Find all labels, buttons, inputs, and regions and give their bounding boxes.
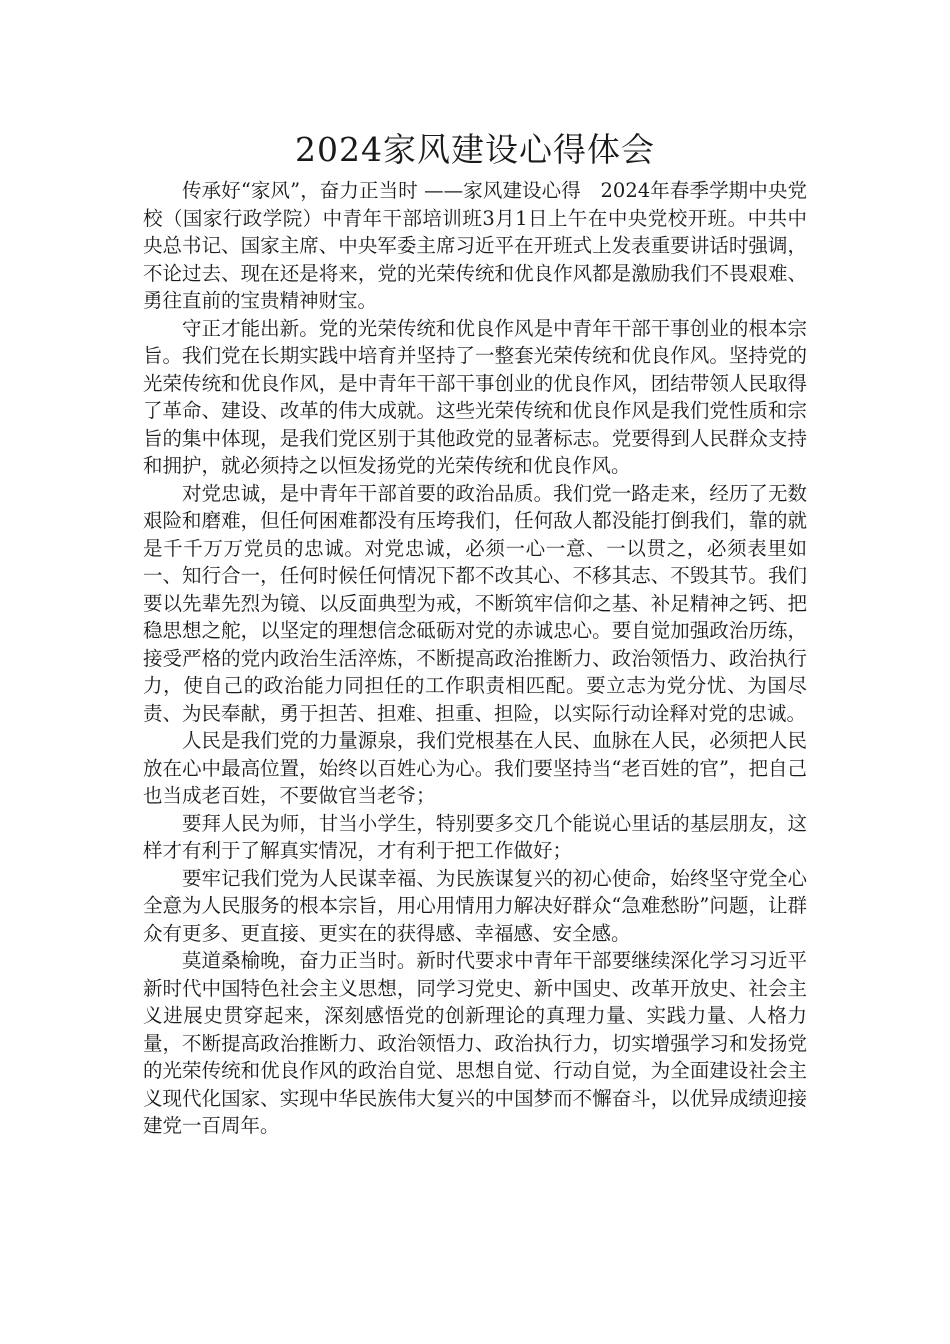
paragraph-1: 传承好“家风”，奋力正当时 ——家风建设心得 2024年春季学期中央党校（国家行政学院）中青年干部培训班3月1日上午在中央党校开班。中共中央总书记、国家主席、中央军委主席习近平在开班式上发表重要讲话时强调，不论过去、现在还是将来，党的光荣传统和优良作风都是激励我们不畏艰难、勇往直前的宝贵精神财宝。 bbox=[143, 179, 807, 312]
document-body bbox=[143, 177, 807, 1140]
paragraph-2: 守正才能出新。党的光荣传统和优良作风是中青年干部干事创业的根本宗旨。我们党在长期实践中培育并坚持了一整套光荣传统和优良作风。坚持党的光荣传统和优良作风，是中青年干部干事创业的优良作风，团结带领人民取得了革命、建设、改革的伟大成就。这些光荣传统和优良作风是我们党性质和宗旨的集中体现，是我们党区别于其他政党的显著标志。党要得到人民群众支持和拥护，就必须持之以恒发扬党的光荣传统和优良作风。 bbox=[143, 316, 807, 477]
paragraph-6: 要牢记我们党为人民谋幸福、为民族谋复兴的初心使命，始终坚守党全心全意为人民服务的根本宗旨，用心用情用力解决好群众“急难愁盼”问题，让群众有更多、更直接、更实在的获得感、幸福感、安全感。 bbox=[143, 866, 807, 945]
document-title: 2024家风建设心得体会 bbox=[295, 130, 655, 169]
paragraph-4: 人民是我们党的力量源泉，我们党根基在人民、血脉在人民，必须把人民放在心中最高位置，始终以百姓心为心。我们要坚持当“老百姓的官”，把自己也当成老百姓，不要做官当老爷； bbox=[143, 729, 807, 807]
paragraph-5: 要拜人民为师，甘当小学生，特别要多交几个能说心里话的基层朋友，这样才有利于了解真实情况，才有利于把工作做好； bbox=[143, 811, 807, 862]
paragraph-7: 莫道桑榆晚，奋力正当时。新时代要求中青年干部要继续深化学习习近平新时代中国特色社会主义思想，同学习党史、新中国史、改革开放史、社会主义进展史贯穿起来，深刻感悟党的创新理论的真理力量、实践力量、人格力量，不断提高政治推断力、政治领悟力、政治执行力，切实增强学习和发扬党的光荣传统和优良作风的政治自觉、思想自觉、行动自觉，为全面建设社会主义现代化国家、实现中华民族伟大复兴的中国梦而不懈奋斗，以优异成绩迎接建党一百周年。 bbox=[143, 949, 807, 1137]
paragraph-3: 对党忠诚，是中青年干部首要的政治品质。我们党一路走来，经历了无数艰险和磨难，但任何困难都没有压垮我们，任何敌人都没能打倒我们，靠的就是千千万万党员的忠诚。对党忠诚，必须一心一意、一以贯之，必须表里如一、知行合一，任何时候任何情况下都不改其心、不移其志、不毁其节。我们要以先辈先烈为镜、以反面典型为戒，不断筑牢信仰之基、补足精神之钙、把稳思想之舵，以坚定的理想信念砥砺对党的赤诚忠心。要自觉加强政治历练，接受严格的党内政治生活淬炼，不断提高政治推断力、政治领悟力、政治执行力，使自己的政治能力同担任的工作职责相匹配。要立志为党分忧、为国尽责、为民奉献，勇于担苦、担难、担重、担险，以实际行动诠释对党的忠诚。 bbox=[143, 481, 807, 725]
